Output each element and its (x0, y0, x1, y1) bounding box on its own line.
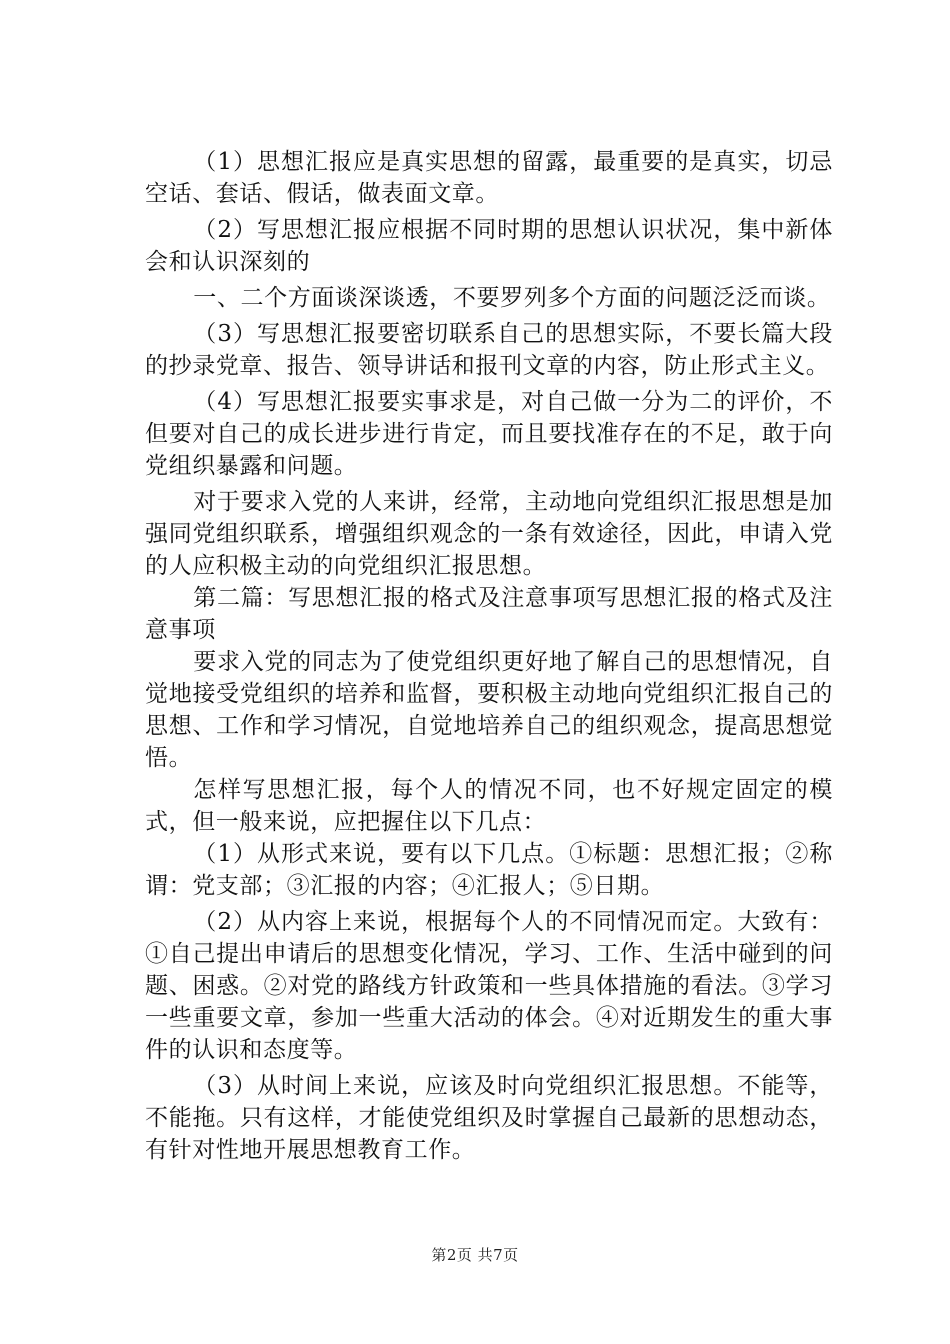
paragraph: （2）写思想汇报应根据不同时期的思想认识状况，集中新体会和认识深刻的 (145, 217, 833, 275)
paragraph: （4）写思想汇报要实事求是，对自己做一分为二的评价，不但要对自己的成长进步进行肯定，而且要找准存在的不足，敢于向党组织暴露和问题。 (145, 389, 833, 479)
paragraph: （3）写思想汇报要密切联系自己的思想实际，不要长篇大段的抄录党章、报告、领导讲话和报刊文章的内容，防止形式主义。 (145, 321, 833, 379)
document-body (145, 146, 833, 1166)
paragraph: （2）从内容上来说，根据每个人的不同情况而定。大致有：①自己提出申请后的思想变化情况，学习、工作、生活中碰到的问题、困惑。②对党的路线方针政策和一些具体措施的看法。③学习一些重要文章，参加一些重大活动的体会。④对近期发生的重大事件的认识和态度等。 (145, 909, 833, 1063)
paragraph: （1）从形式来说，要有以下几点。①标题：思想汇报；②称谓：党支部；③汇报的内容；④汇报人；⑤日期。 (145, 841, 833, 899)
paragraph: 要求入党的同志为了使党组织更好地了解自己的思想情况，自觉地接受党组织的培养和监督，要积极主动地向党组织汇报自己的思想、工作和学习情况，自觉地培养自己的组织观念，提高思想觉悟。 (145, 649, 833, 771)
section-heading: 第二篇：写思想汇报的格式及注意事项写思想汇报的格式及注意事项 (145, 585, 833, 643)
paragraph: 一、二个方面谈深谈透，不要罗列多个方面的问题泛泛而谈。 (193, 285, 831, 311)
page-number-footer: 第2页 共7页 (431, 1246, 519, 1264)
paragraph: 怎样写思想汇报，每个人的情况不同，也不好规定固定的模式，但一般来说，应把握住以下几点： (145, 777, 833, 835)
paragraph: （3）从时间上来说，应该及时向党组织汇报思想。不能等，不能拖。只有这样，才能使党组织及时掌握自己最新的思想动态，有针对性地开展思想教育工作。 (145, 1073, 833, 1163)
paragraph: （1）思想汇报应是真实思想的留露，最重要的是真实，切忌空话、套话、假话，做表面文章。 (145, 149, 833, 207)
paragraph: 对于要求入党的人来讲，经常，主动地向党组织汇报思想是加强同党组织联系，增强组织观念的一条有效途径，因此，申请入党的人应积极主动的向党组织汇报思想。 (145, 489, 833, 579)
